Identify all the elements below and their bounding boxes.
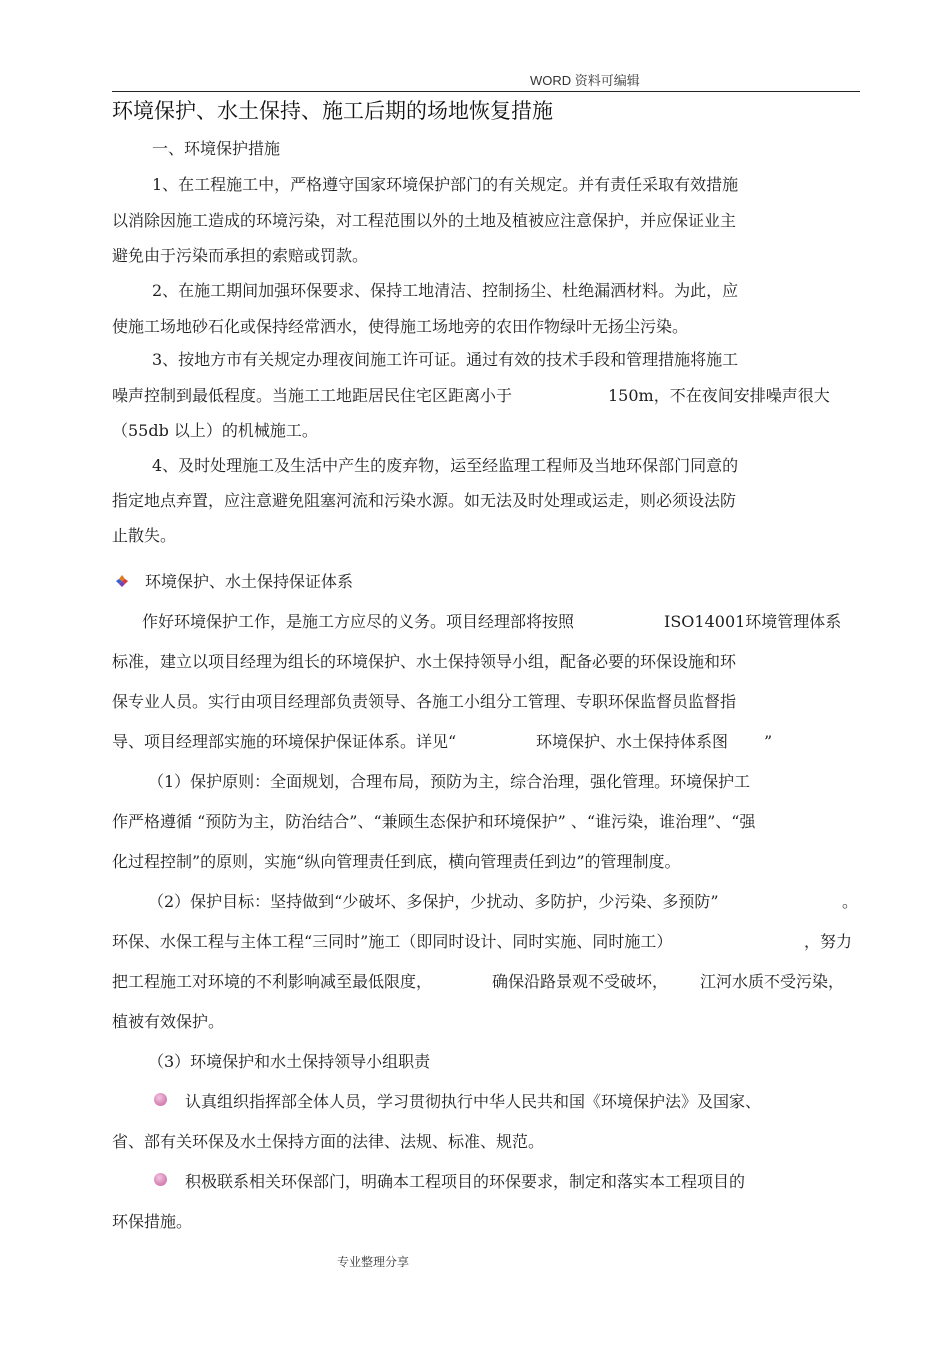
- item2-line2: 使施工场地砂石化或保持经常洒水，使得施工场地旁的农田作物绿叶无扬尘污染。: [112, 317, 689, 336]
- page-footer: 专业整理分享: [337, 1255, 410, 1269]
- intro-line1a: 作好环境保护工作，是施工方应尽的义务。项目经理部将按照: [142, 612, 575, 631]
- intro-line3: 保专业人员。实行由项目经理部负责领导、各施工小组分工管理、专职环保监督员监督指: [112, 692, 737, 711]
- item1-line3: 避免由于污染而承担的索赔或罚款。: [112, 246, 369, 265]
- p3-heading: （3）环境保护和水土保持领导小组职责: [148, 1052, 431, 1071]
- p2-line2a: 环保、水保工程与主体工程“三同时”施工（即同时设计、同时实施、同时施工）: [112, 932, 673, 951]
- intro-line1b: ISO14001环境管理体系: [664, 612, 842, 631]
- bullet2-line2: 环保措施。: [112, 1212, 193, 1231]
- p2-line3c: 江河水质不受污染，: [700, 972, 845, 991]
- p2-line2b: ，努力: [804, 932, 853, 951]
- item3-line3: （55db 以上）的机械施工。: [112, 421, 318, 440]
- p2-line1a: （2）保护目标：坚持做到“少破坏、多保护，少扰动、多防护，少污染、多预防”: [148, 892, 719, 911]
- section2-heading: 环境保护、水土保持保证体系: [145, 572, 354, 591]
- pink-dot-icon: [154, 1093, 167, 1106]
- p1-line2: 作严格遵循 “预防为主，防治结合”、“兼顾生态保护和环境保护” 、“谁污染，谁治理”、“强: [112, 812, 756, 831]
- bullet1-line1: 认真组织指挥部全体人员，学习贯彻执行中华人民共和国《环境保护法》及国家、: [185, 1092, 762, 1111]
- colored-diamond-icon: [115, 574, 129, 588]
- intro-line4b: 环境保护、水土保持体系图: [536, 732, 729, 751]
- pink-dot-icon: [154, 1173, 167, 1186]
- item4-line3: 止散失。: [112, 526, 177, 545]
- p2-line4: 植被有效保护。: [112, 1012, 225, 1031]
- item4-line1: 4、及时处理施工及生活中产生的废弃物，运至经监理工程师及当地环保部门同意的: [152, 456, 739, 475]
- item4-line2: 指定地点弃置，应注意避免阻塞河流和污染水源。如无法及时处理或运走，则必须设法防: [112, 491, 737, 510]
- intro-line4c: ”: [764, 732, 773, 751]
- document-title: 环境保护、水土保持、施工后期的场地恢复措施: [112, 99, 553, 123]
- item1-line1: 1、在工程施工中，严格遵守国家环境保护部门的有关规定。并有责任采取有效措施: [152, 175, 739, 194]
- p2-line3a: 把工程施工对环境的不利影响减至最低限度，: [112, 972, 433, 991]
- section1-heading: 一、环境保护措施: [152, 139, 281, 158]
- header-rule: [112, 91, 860, 92]
- intro-line2: 标准，建立以项目经理为组长的环境保护、水土保持领导小组，配备必要的环保设施和环: [112, 652, 737, 671]
- p1-line1: （1）保护原则：全面规划，合理布局，预防为主，综合治理，强化管理。环境保护工: [148, 772, 751, 791]
- item3-line2a: 噪声控制到最低程度。当施工工地距居民住宅区距离小于: [112, 386, 513, 405]
- bullet1-line2: 省、部有关环保及水土保持方面的法律、法规、标准、规范。: [112, 1132, 545, 1151]
- p2-line1b: 。: [842, 892, 859, 911]
- item1-line2: 以消除因施工造成的环境污染，对工程范围以外的土地及植被应注意保护，并应保证业主: [112, 211, 737, 230]
- item3-line2b: 150m，不在夜间安排噪声很大: [608, 386, 830, 405]
- item2-line1: 2、在施工期间加强环保要求、保持工地清洁、控制扬尘、杜绝漏洒材料。为此，应: [152, 281, 739, 300]
- intro-line4a: 导、项目经理部实施的环境保护保证体系。详见“: [112, 732, 457, 751]
- item3-line1: 3、按地方市有关规定办理夜间施工许可证。通过有效的技术手段和管理措施将施工: [152, 350, 739, 369]
- bullet2-line1: 积极联系相关环保部门，明确本工程项目的环保要求，制定和落实本工程项目的: [185, 1172, 746, 1191]
- p1-line3: 化过程控制”的原则，实施“纵向管理责任到底，横向管理责任到边”的管理制度。: [112, 852, 681, 871]
- page-header: WORD 资料可编辑: [530, 73, 640, 88]
- p2-line3b: 确保沿路景观不受破坏，: [492, 972, 669, 991]
